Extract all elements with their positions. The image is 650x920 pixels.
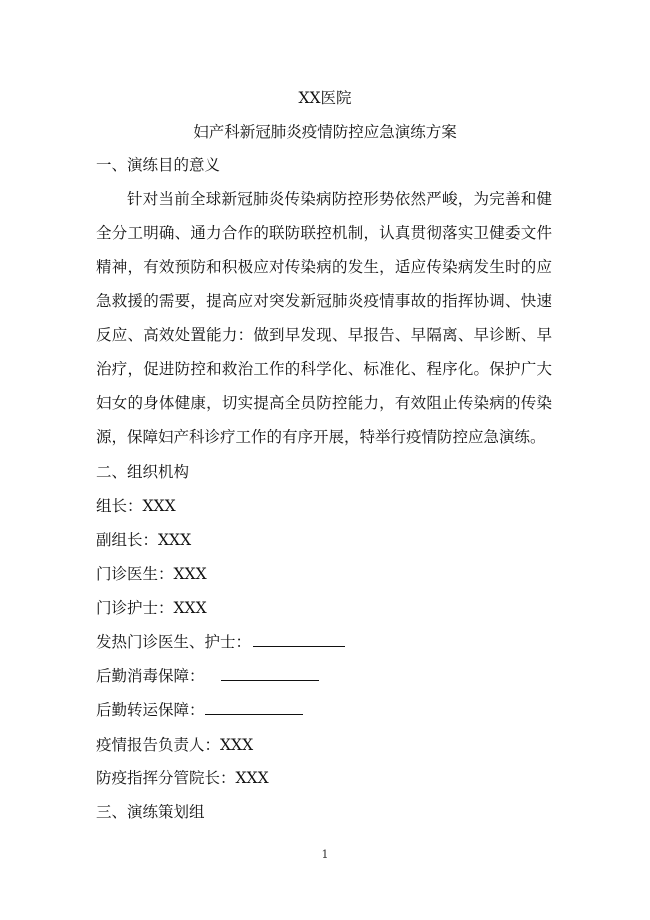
role-line-vice-president: [96, 768, 269, 788]
section-heading-planning-group: 三、演练策划组: [96, 803, 205, 821]
purpose-paragraph: 针对当前全球新冠肺炎传染病防控形势依然严峻，为完善和健全分工明确、通力合作的联防联控机制，认真贯彻落实卫健委文件精神，有效预防和积极应对传染病的发生，适应传染病发生时的应急救援的需要，提高应对突发新冠肺炎疫情事故的指挥协调、快速反应、高效处置能力：做到早发现、早报告、早隔离、早诊断、早治疗，促进防控和救治工作的科学化、标准化、程序化。保护广大妇女的身体健康，切实提高全员防控能力，有效阻止传染病的传染源，保障妇产科诊疗工作的有序开展，特举行疫情防控应急演练。: [96, 190, 552, 446]
role-label: 防疫指挥分管院长：: [96, 769, 236, 787]
role-label: 门诊医生：: [96, 565, 174, 583]
role-label: 后勤转运保障：: [96, 701, 205, 719]
role-label: 组长：: [96, 497, 143, 515]
blank-field-underline: [221, 666, 319, 681]
role-line-leader: [96, 496, 176, 516]
hospital-name: XX医院: [298, 89, 352, 107]
role-line-fever-clinic: [96, 632, 345, 652]
role-line-deputy-leader: [96, 530, 191, 550]
role-line-outpatient-nurse: [96, 598, 207, 618]
role-value: XXX: [173, 565, 207, 583]
role-value: XXX: [142, 497, 176, 515]
role-value: XXX: [220, 736, 254, 754]
blank-field-underline: [205, 700, 303, 715]
document-title: 妇产科新冠肺炎疫情防控应急演练方案: [193, 123, 457, 141]
section-heading-organization: 二、组织机构: [96, 463, 190, 481]
role-line-disinfection: [96, 666, 319, 686]
role-line-transport: [96, 700, 303, 720]
role-value: XXX: [173, 599, 207, 617]
role-label: 门诊护士：: [96, 599, 174, 617]
role-line-outpatient-doctor: [96, 564, 207, 584]
role-value: XXX: [158, 531, 192, 549]
role-label: 副组长：: [96, 531, 159, 549]
page-number: 1: [321, 848, 329, 861]
blank-field-underline: [253, 632, 345, 647]
role-line-report-officer: [96, 735, 253, 755]
role-label: 发热门诊医生、护士：: [96, 633, 252, 651]
role-value: XXX: [235, 769, 269, 787]
role-label: 后勤消毒保障：: [96, 667, 205, 685]
role-label: 疫情报告负责人：: [96, 736, 221, 754]
section-heading-purpose: 一、演练目的意义: [96, 156, 221, 174]
